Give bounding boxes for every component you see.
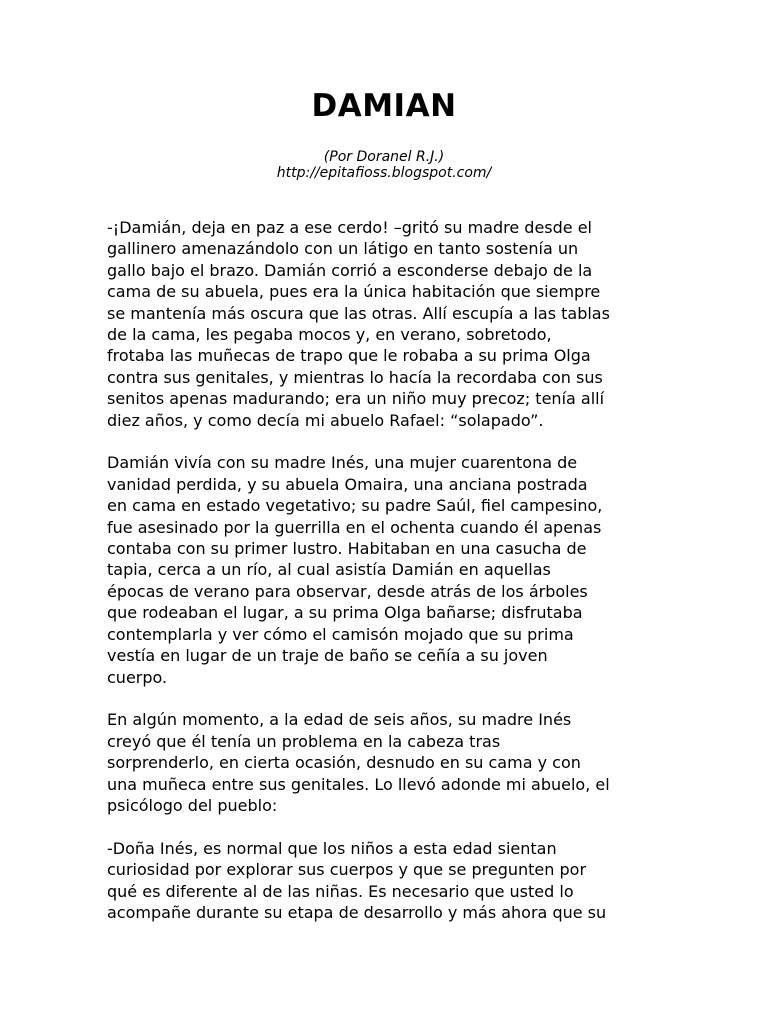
text-line: contra sus genitales, y mientras lo hacía la recordaba con sus	[107, 367, 603, 387]
paragraph	[107, 838, 667, 924]
text-line: contemplarla y ver cómo el camisón mojado que su prima	[107, 624, 574, 644]
text-line: frotaba las muñecas de trapo que le robaba a su prima Olga	[107, 346, 591, 366]
paragraph	[107, 452, 667, 687]
text-line: qué es diferente al de las niñas. Es necesario que usted lo	[107, 881, 574, 901]
text-line: una muñeca entre sus genitales. Lo llevó adonde mi abuelo, el	[107, 774, 610, 794]
text-line: diez años, y como decía mi abuelo Rafael: “solapado”.	[107, 410, 544, 430]
text-line: gallinero amenazándolo con un látigo en tanto sostenía un	[107, 239, 579, 259]
paragraph	[107, 217, 667, 431]
text-line: vestía en lugar de un traje de baño se ceñía a su joven	[107, 646, 548, 666]
text-line: vanidad perdida, y su abuela Omaira, una anciana postrada	[107, 474, 588, 494]
text-line: tapia, cerca a un río, al cual asistía Damián en aquellas	[107, 560, 551, 580]
text-line: creyó que él tenía un problema en la cabeza tras	[107, 731, 501, 751]
text-line: acompañe durante su etapa de desarrollo y más ahora que su	[107, 902, 607, 922]
text-line: En algún momento, a la edad de seis años, su madre Inés	[107, 710, 572, 730]
document-title: DAMIAN	[311, 88, 457, 124]
text-line: en cama en estado vegetativo; su padre Saúl, fiel campesino,	[107, 496, 603, 516]
author-line: (Por Doranel R.J.)	[323, 149, 445, 165]
text-line: fue asesinado por la guerrilla en el ochenta cuando él apenas	[107, 517, 602, 537]
url-line: http://epitafioss.blogspot.com/	[276, 165, 492, 181]
text-line: curiosidad por explorar sus cuerpos y que se pregunten por	[107, 860, 587, 880]
text-line: sorprenderlo, en cierta ocasión, desnudo en su cama y con	[107, 753, 581, 773]
text-line: de la cama, les pegaba mocos y, en verano, sobretodo,	[107, 325, 552, 345]
text-line: que rodeaban el lugar, a su prima Olga bañarse; disfrutaba	[107, 603, 583, 623]
text-line: -Doña Inés, es normal que los niños a esta edad sientan	[107, 838, 557, 858]
text-line: senitos apenas madurando; era un niño muy precoz; tenía allí	[107, 389, 605, 409]
text-line: cuerpo.	[107, 667, 168, 687]
text-line: épocas de verano para observar, desde atrás de los árboles	[107, 581, 588, 601]
text-line: -¡Damián, deja en paz a ese cerdo! –gritó su madre desde el	[107, 218, 592, 237]
paragraph	[107, 709, 667, 816]
story-body	[107, 217, 667, 945]
text-line: se mantenía más oscura que las otras. Allí escupía a las tablas	[107, 303, 610, 323]
text-line: cama de su abuela, pues era la única habitación que siempre	[107, 282, 601, 302]
byline	[0, 149, 768, 181]
text-line: psicólogo del pueblo:	[107, 795, 278, 815]
text-line: Damián vivía con su madre Inés, una mujer cuarentona de	[107, 453, 578, 473]
text-line: gallo bajo el brazo. Damián corrió a esconderse debajo de la	[107, 260, 593, 280]
text-line: contaba con su primer lustro. Habitaban en una casucha de	[107, 539, 587, 559]
